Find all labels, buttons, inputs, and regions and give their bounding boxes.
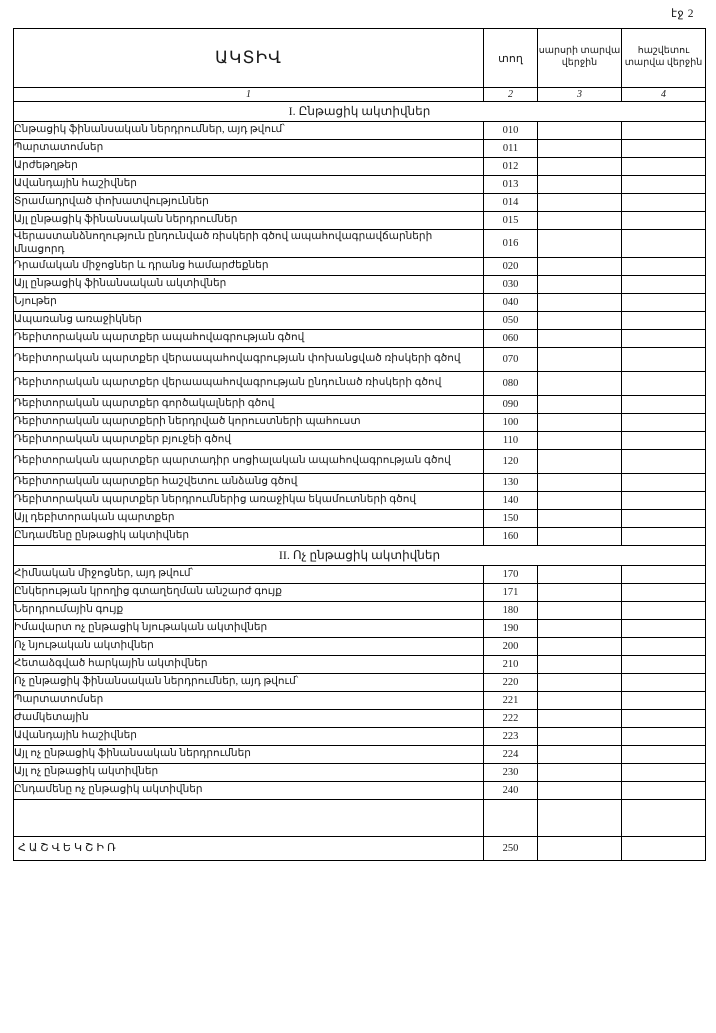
row-value-beginning[interactable] xyxy=(538,728,622,746)
row-value-beginning[interactable] xyxy=(538,450,622,474)
row-value-end[interactable] xyxy=(622,348,706,372)
row-label: Ավանդային հաշիվներ xyxy=(14,176,484,194)
row-value-end[interactable] xyxy=(622,140,706,158)
row-value-end[interactable] xyxy=(622,450,706,474)
balance-sheet xyxy=(13,28,705,861)
table-row xyxy=(14,728,706,746)
row-value-beginning[interactable] xyxy=(538,176,622,194)
table-row xyxy=(14,176,706,194)
row-value-end[interactable] xyxy=(622,158,706,176)
row-label: Ընկերության կրողից գտաղեղման անշարժ գույք xyxy=(14,584,484,602)
table-row xyxy=(14,602,706,620)
row-label: Ժամկետային xyxy=(14,710,484,728)
row-code: 110 xyxy=(484,432,538,450)
row-value-beginning[interactable] xyxy=(538,140,622,158)
row-value-beginning[interactable] xyxy=(538,158,622,176)
row-value-beginning[interactable] xyxy=(538,566,622,584)
row-code: 210 xyxy=(484,656,538,674)
header-asset: ԱԿՏԻՎ xyxy=(14,29,484,88)
section-title: II. Ոչ ընթացիկ ակտիվներ xyxy=(14,546,706,566)
col-num-4: 4 xyxy=(622,88,706,102)
row-label: Հետաձգված հարկային ակտիվներ xyxy=(14,656,484,674)
row-value-beginning[interactable] xyxy=(538,330,622,348)
row-code: 090 xyxy=(484,396,538,414)
row-code: 220 xyxy=(484,674,538,692)
row-code: 040 xyxy=(484,294,538,312)
row-code: 240 xyxy=(484,782,538,800)
row-value-end[interactable] xyxy=(622,746,706,764)
row-value-beginning[interactable] xyxy=(538,620,622,638)
row-label: Ընդամենը ոչ ընթացիկ ակտիվներ xyxy=(14,782,484,800)
table-row xyxy=(14,212,706,230)
table-row xyxy=(14,450,706,474)
row-value-beginning[interactable] xyxy=(538,692,622,710)
row-code: 016 xyxy=(484,230,538,258)
row-value-end[interactable] xyxy=(622,276,706,294)
total-value-beginning[interactable] xyxy=(538,837,622,861)
row-label: Դեբիտորական պարտքերի ներդրված կորուստների պահուստ xyxy=(14,414,484,432)
header-beginning: սարսրի տարվա վերջին xyxy=(538,29,622,88)
row-code: 070 xyxy=(484,348,538,372)
spacer-cell xyxy=(538,800,622,837)
row-label: Դեբիտորական պարտքեր վերաապահովագրության փոխանցված ռիսկերի գծով xyxy=(14,348,484,372)
row-value-beginning[interactable] xyxy=(538,474,622,492)
row-label: Դեբիտորական պարտքեր բյուջեի գծով xyxy=(14,432,484,450)
row-code: 050 xyxy=(484,312,538,330)
table-row xyxy=(14,158,706,176)
spacer-row xyxy=(14,800,706,837)
table-row xyxy=(14,230,706,258)
row-value-beginning[interactable] xyxy=(538,710,622,728)
row-value-end[interactable] xyxy=(622,432,706,450)
row-code: 030 xyxy=(484,276,538,294)
row-label: Այլ դեբիտորական պարտքեր xyxy=(14,510,484,528)
table-row xyxy=(14,566,706,584)
table-row xyxy=(14,674,706,692)
row-value-beginning[interactable] xyxy=(538,782,622,800)
row-value-end[interactable] xyxy=(622,372,706,396)
row-value-end[interactable] xyxy=(622,414,706,432)
row-value-end[interactable] xyxy=(622,764,706,782)
row-value-end[interactable] xyxy=(622,194,706,212)
section-header-row xyxy=(14,546,706,566)
table-row xyxy=(14,372,706,396)
table-row xyxy=(14,510,706,528)
row-value-end[interactable] xyxy=(622,674,706,692)
section-header-row xyxy=(14,102,706,122)
row-label: Դեբիտորական պարտքեր հաշվետու անձանց գծով xyxy=(14,474,484,492)
table-row xyxy=(14,294,706,312)
row-code: 140 xyxy=(484,492,538,510)
row-value-beginning[interactable] xyxy=(538,492,622,510)
row-value-end[interactable] xyxy=(622,566,706,584)
row-label: Դեբիտորական պարտքեր ապահովագրության գծով xyxy=(14,330,484,348)
row-value-beginning[interactable] xyxy=(538,194,622,212)
row-label: Դեբիտորական պարտքեր գործակալների գծով xyxy=(14,396,484,414)
row-value-beginning[interactable] xyxy=(538,510,622,528)
table-row xyxy=(14,638,706,656)
row-code: 060 xyxy=(484,330,538,348)
row-value-end[interactable] xyxy=(622,492,706,510)
row-code: 130 xyxy=(484,474,538,492)
row-label: Ներդրումային գույք xyxy=(14,602,484,620)
row-value-beginning[interactable] xyxy=(538,432,622,450)
table-row xyxy=(14,620,706,638)
row-label: Ընթացիկ ֆինանսական ներդրումներ, այդ թվում՝ xyxy=(14,122,484,140)
row-value-end[interactable] xyxy=(622,584,706,602)
row-value-beginning[interactable] xyxy=(538,746,622,764)
row-value-end[interactable] xyxy=(622,258,706,276)
row-value-beginning[interactable] xyxy=(538,212,622,230)
row-value-end[interactable] xyxy=(622,312,706,330)
col-num-2: 2 xyxy=(484,88,538,102)
row-label: Ավանդային հաշիվներ xyxy=(14,728,484,746)
row-label: Այլ ընթացիկ ֆինանսական ակտիվներ xyxy=(14,276,484,294)
table-row xyxy=(14,764,706,782)
table-row xyxy=(14,140,706,158)
balance-table xyxy=(13,28,706,861)
row-label: Պարտատոմսեր xyxy=(14,140,484,158)
row-value-end[interactable] xyxy=(622,602,706,620)
column-number-row xyxy=(14,88,706,102)
row-value-end[interactable] xyxy=(622,396,706,414)
row-value-beginning[interactable] xyxy=(538,312,622,330)
row-value-end[interactable] xyxy=(622,122,706,140)
table-row xyxy=(14,396,706,414)
row-value-end[interactable] xyxy=(622,230,706,258)
row-value-beginning[interactable] xyxy=(538,122,622,140)
row-value-end[interactable] xyxy=(622,638,706,656)
row-value-beginning[interactable] xyxy=(538,656,622,674)
total-code: 250 xyxy=(484,837,538,861)
row-label: Իմավարտ ոչ ընթացիկ նյութական ակտիվներ xyxy=(14,620,484,638)
table-row xyxy=(14,276,706,294)
table-row xyxy=(14,258,706,276)
spacer-cell xyxy=(14,800,484,837)
page-number: էջ 2 xyxy=(671,8,694,20)
row-code: 170 xyxy=(484,566,538,584)
row-code: 100 xyxy=(484,414,538,432)
table-row xyxy=(14,474,706,492)
row-label: Արժեթղթեր xyxy=(14,158,484,176)
row-value-end[interactable] xyxy=(622,510,706,528)
row-code: 120 xyxy=(484,450,538,474)
table-row xyxy=(14,432,706,450)
row-code: 221 xyxy=(484,692,538,710)
row-value-beginning[interactable] xyxy=(538,638,622,656)
row-label: Այլ ընթացիկ ֆինանսական ներդրումներ xyxy=(14,212,484,230)
row-label: Պարտատոմսեր xyxy=(14,692,484,710)
total-value-end[interactable] xyxy=(622,837,706,861)
row-code: 160 xyxy=(484,528,538,546)
total-row xyxy=(14,837,706,861)
row-value-beginning[interactable] xyxy=(538,414,622,432)
row-value-beginning[interactable] xyxy=(538,372,622,396)
row-code: 230 xyxy=(484,764,538,782)
section-title: I. Ընթացիկ ակտիվներ xyxy=(14,102,706,122)
row-label: Դրամական միջոցներ և դրանց համարժեքներ xyxy=(14,258,484,276)
table-row xyxy=(14,528,706,546)
row-value-end[interactable] xyxy=(622,728,706,746)
row-value-end[interactable] xyxy=(622,212,706,230)
row-label: Հիմնական միջոցներ, այդ թվում՝ xyxy=(14,566,484,584)
row-code: 011 xyxy=(484,140,538,158)
row-label: Դեբիտորական պարտքեր ներդրումներից առաջիկա եկամուտների գծով xyxy=(14,492,484,510)
row-code: 020 xyxy=(484,258,538,276)
row-value-beginning[interactable] xyxy=(538,230,622,258)
table-row xyxy=(14,746,706,764)
row-value-end[interactable] xyxy=(622,710,706,728)
row-code: 200 xyxy=(484,638,538,656)
row-value-end[interactable] xyxy=(622,620,706,638)
row-value-beginning[interactable] xyxy=(538,276,622,294)
table-row xyxy=(14,782,706,800)
table-row xyxy=(14,414,706,432)
row-value-beginning[interactable] xyxy=(538,764,622,782)
row-value-end[interactable] xyxy=(622,782,706,800)
row-code: 180 xyxy=(484,602,538,620)
row-code: 150 xyxy=(484,510,538,528)
table-row xyxy=(14,194,706,212)
row-value-end[interactable] xyxy=(622,330,706,348)
row-value-beginning[interactable] xyxy=(538,584,622,602)
table-row xyxy=(14,348,706,372)
row-label: Դեբիտորական պարտքեր պարտադիր սոցիալական ապահովագրության գծով xyxy=(14,450,484,474)
header-end: հաշվետու տարվա վերջին xyxy=(622,29,706,88)
table-row xyxy=(14,122,706,140)
row-value-beginning[interactable] xyxy=(538,294,622,312)
row-value-end[interactable] xyxy=(622,474,706,492)
row-label: Ընդամենը ընթացիկ ակտիվներ xyxy=(14,528,484,546)
row-label: Ոչ ընթացիկ ֆինանսական ներդրումներ, այդ թվում՝ xyxy=(14,674,484,692)
row-code: 080 xyxy=(484,372,538,396)
row-code: 190 xyxy=(484,620,538,638)
spacer-cell xyxy=(484,800,538,837)
row-label: Այլ ոչ ընթացիկ ֆինանսական ներդրումներ xyxy=(14,746,484,764)
row-code: 222 xyxy=(484,710,538,728)
table-row xyxy=(14,330,706,348)
row-value-beginning[interactable] xyxy=(538,396,622,414)
row-value-beginning[interactable] xyxy=(538,674,622,692)
table-row xyxy=(14,584,706,602)
total-label: ՀԱՇՎԵԿՇԻՌ xyxy=(14,837,484,861)
row-label: Տրամադրված փոխատվություններ xyxy=(14,194,484,212)
table-row xyxy=(14,492,706,510)
row-code: 015 xyxy=(484,212,538,230)
row-label: Ապառանց առաջիկներ xyxy=(14,312,484,330)
row-label: Դեբիտորական պարտքեր վերաապահովագրության ընդունած ռիսկերի գծով xyxy=(14,372,484,396)
row-code: 223 xyxy=(484,728,538,746)
table-row xyxy=(14,692,706,710)
table-header-row xyxy=(14,29,706,88)
row-value-beginning[interactable] xyxy=(538,602,622,620)
row-code: 224 xyxy=(484,746,538,764)
row-code: 171 xyxy=(484,584,538,602)
row-label: Այլ ոչ ընթացիկ ակտիվներ xyxy=(14,764,484,782)
row-label: Վերաստանձնողություն ընդունված ռիսկերի գծով ապահովագրավճարների մնացորդ xyxy=(14,230,484,258)
spacer-cell xyxy=(622,800,706,837)
row-value-end[interactable] xyxy=(622,294,706,312)
row-value-beginning[interactable] xyxy=(538,258,622,276)
row-value-beginning[interactable] xyxy=(538,348,622,372)
header-code: տող xyxy=(484,29,538,88)
row-code: 013 xyxy=(484,176,538,194)
row-value-end[interactable] xyxy=(622,692,706,710)
row-value-end[interactable] xyxy=(622,176,706,194)
row-label: Նյութեր xyxy=(14,294,484,312)
row-label: Ոչ նյութական ակտիվներ xyxy=(14,638,484,656)
row-value-beginning[interactable] xyxy=(538,528,622,546)
row-value-end[interactable] xyxy=(622,528,706,546)
row-code: 012 xyxy=(484,158,538,176)
row-code: 010 xyxy=(484,122,538,140)
row-code: 014 xyxy=(484,194,538,212)
col-num-1: 1 xyxy=(14,88,484,102)
row-value-end[interactable] xyxy=(622,656,706,674)
table-row xyxy=(14,656,706,674)
col-num-3: 3 xyxy=(538,88,622,102)
table-row xyxy=(14,710,706,728)
table-row xyxy=(14,312,706,330)
